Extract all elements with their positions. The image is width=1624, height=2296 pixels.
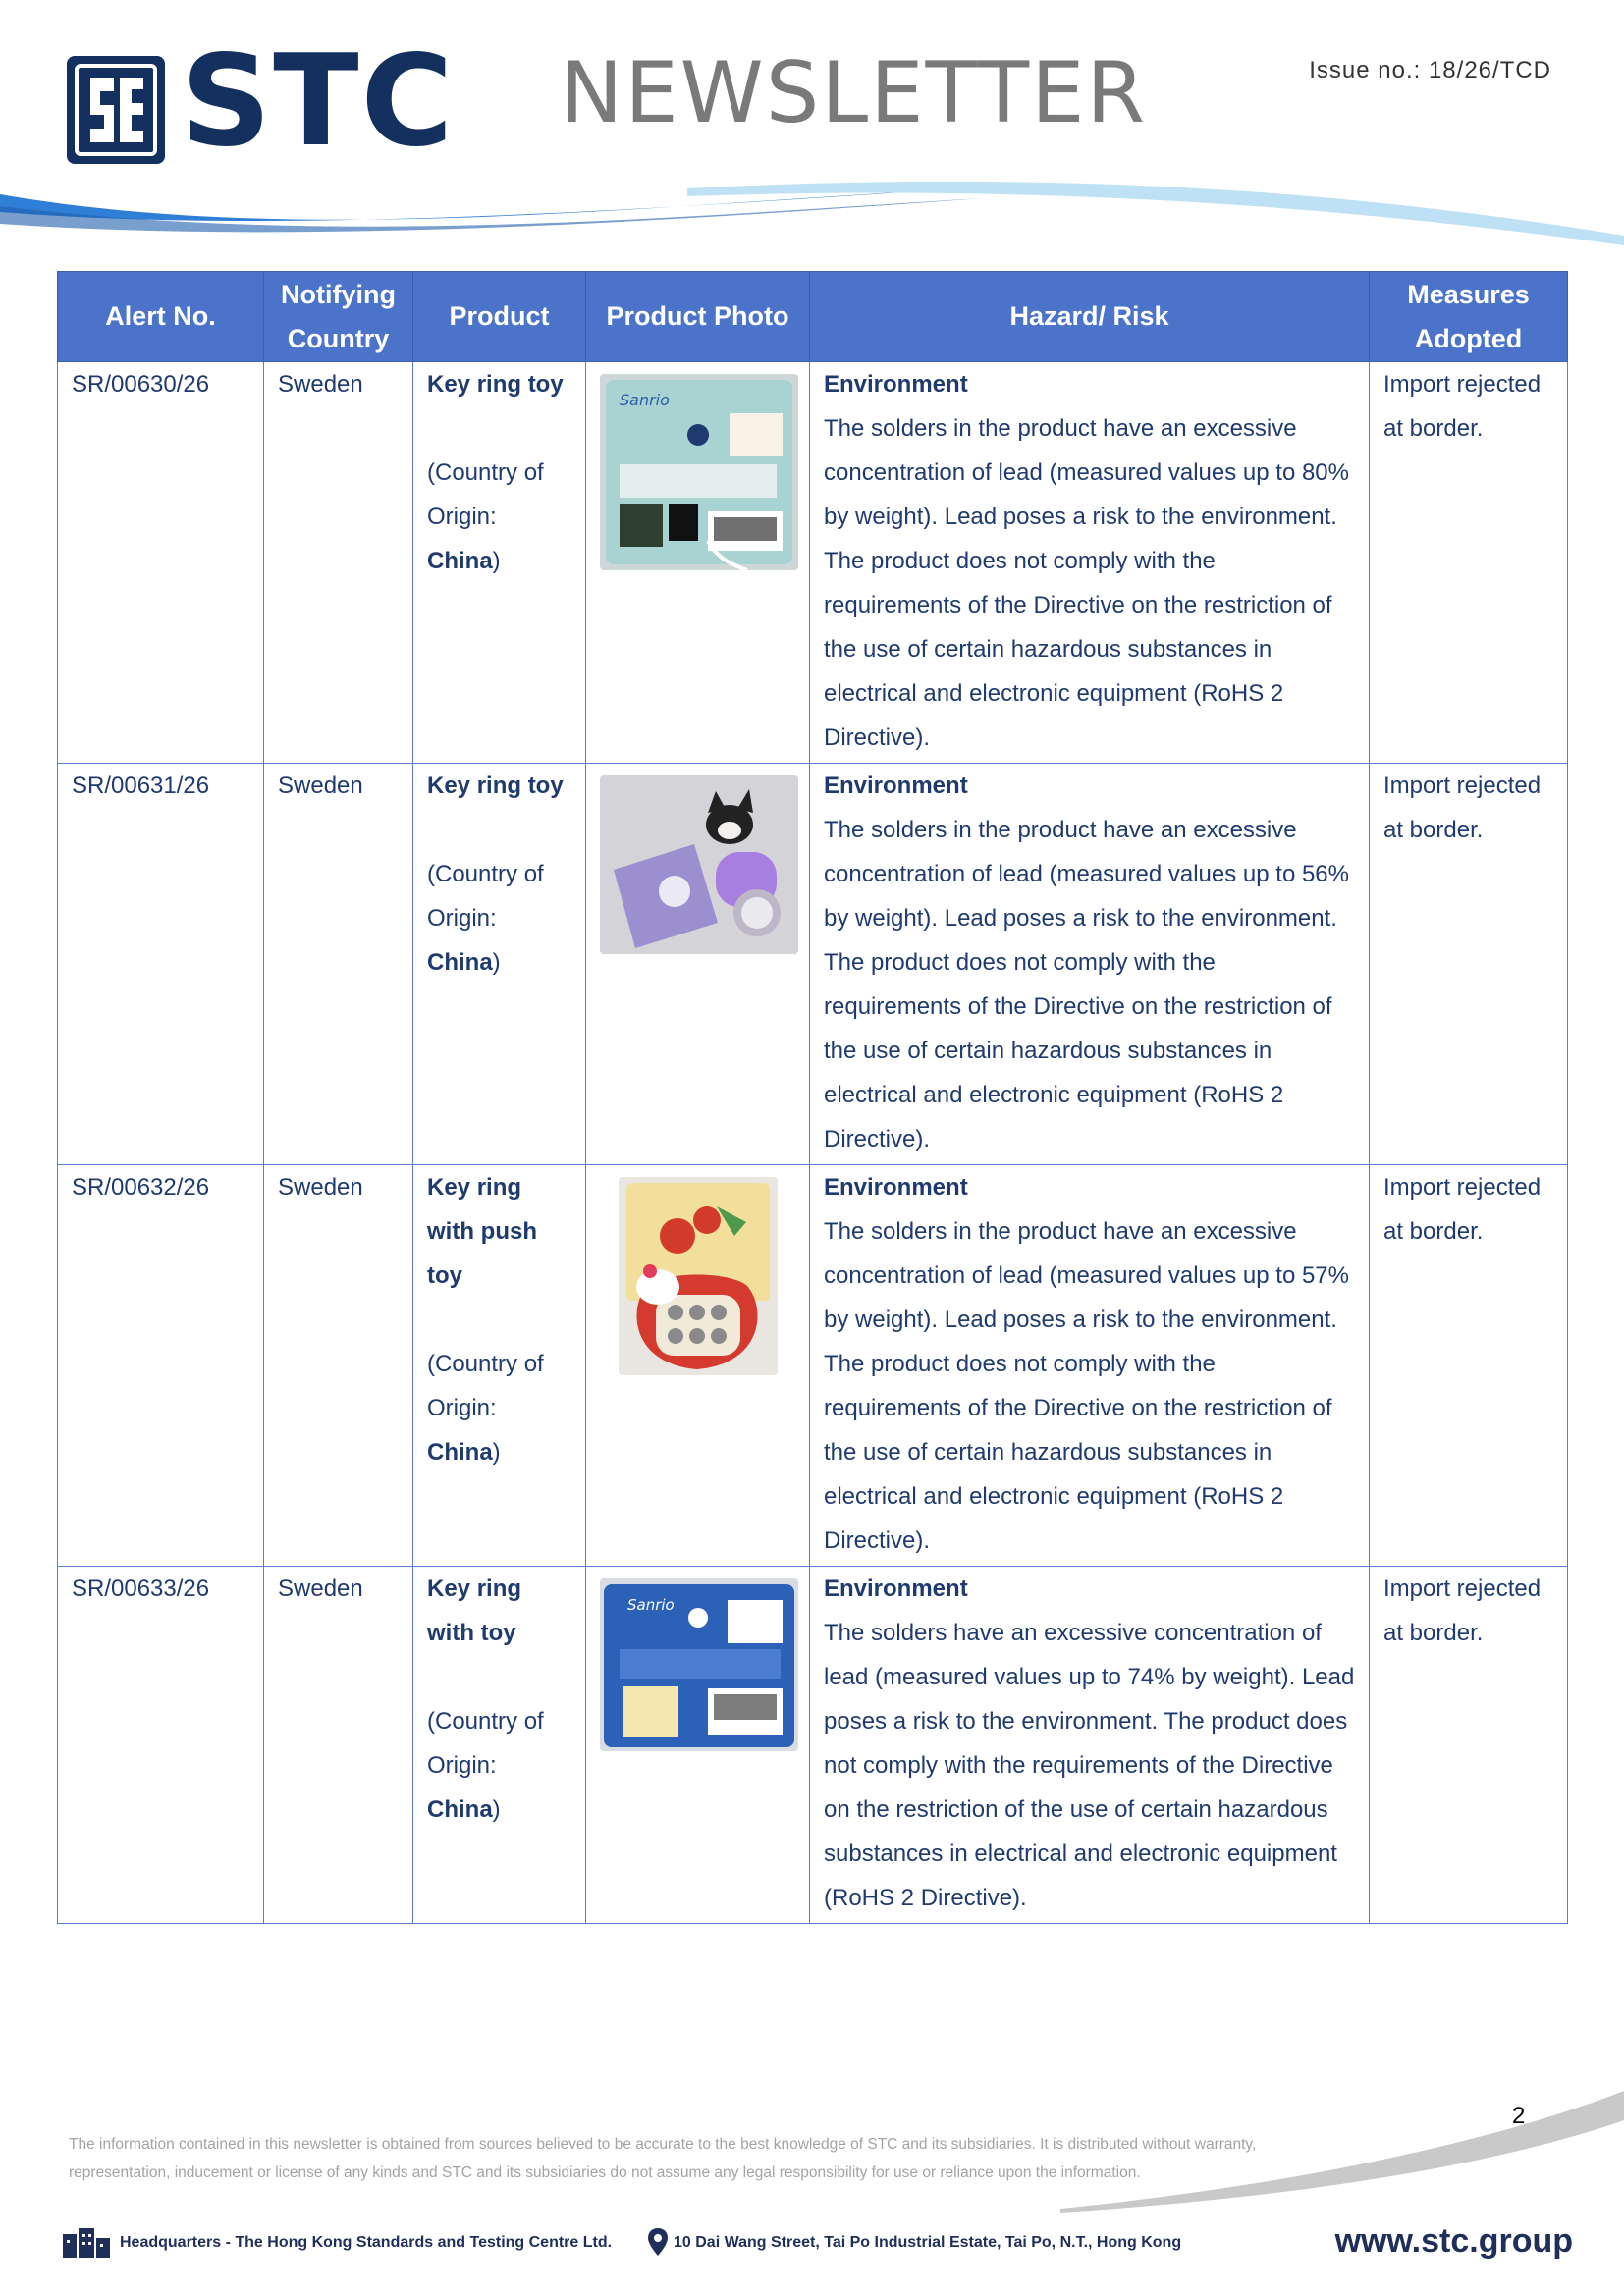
alert-no: SR/00633/26 [58, 1567, 264, 1924]
origin-value: China) [427, 548, 501, 574]
character-flashlight-keyring-photo-icon [600, 775, 798, 954]
product-cell [413, 1165, 586, 1567]
hazard-cell [810, 1165, 1370, 1567]
country-of-label: (Country of [427, 1708, 544, 1735]
svg-text:Sanrio: Sanrio [620, 391, 670, 409]
origin-label: Origin: [427, 1395, 497, 1421]
page-footer [61, 2222, 1573, 2262]
page-number: 2 [1512, 2103, 1526, 2129]
table-row [58, 1165, 1568, 1567]
product-photo-cell [586, 1165, 810, 1567]
hazard-title: Environment [824, 1575, 968, 1602]
product-name: Key ring with push toy [427, 1174, 537, 1289]
brand-name: STC [181, 28, 456, 175]
disclaimer-text: The information contained in this newsletter is obtained from sources believed to be accurate to the best knowledge of STC and its subsidiaries. It is distributed without warranty, representation, inducement or license of any kinds and STC and its subsidiaries do not assume any legal responsibility for use or reliance upon the information. [69, 2136, 1257, 2181]
hazard-title: Environment [824, 371, 968, 398]
product-name: Key ring toy [427, 371, 564, 398]
measures-adopted: Import rejected at border. [1370, 764, 1568, 1165]
hazard-text: The solders in the product have an excessive concentration of lead (measured values up to 80% by weight). Lead poses a risk to the environment. The product does not comply with the requirements of the Directive on the restriction of the use of certain hazardous substances in electrical and electronic equipment (RoHS 2 Directive). [824, 415, 1349, 751]
newsletter-title: NEWSLETTER [560, 44, 1148, 142]
origin-label: Origin: [427, 905, 497, 932]
hazard-text: The solders in the product have an excessive concentration of lead (measured values up to 57% by weight). Lead poses a risk to the environment. The product does not comply with the requirements of the Directive on the restriction of the use of certain hazardous substances in electrical and electronic equipment (RoHS 2 Directive). [824, 1218, 1349, 1554]
product-cell [413, 362, 586, 764]
svg-text:Sanrio: Sanrio [627, 1596, 675, 1614]
alerts-table [57, 271, 1568, 1924]
product-cell [413, 1567, 586, 1924]
alert-no: SR/00632/26 [58, 1165, 264, 1567]
product-photo-cell [586, 1567, 810, 1924]
alert-no: SR/00630/26 [58, 362, 264, 764]
col-hazard-risk: Hazard/ Risk [810, 272, 1370, 362]
notifying-country: Sweden [264, 764, 413, 1165]
product-photo-cell [586, 764, 810, 1165]
product-name: Key ring with toy [427, 1575, 522, 1646]
table-row [58, 362, 1568, 764]
building-icon [61, 2226, 112, 2258]
table-row [58, 1567, 1568, 1924]
headquarters-text: Headquarters - The Hong Kong Standards and Testing Centre Ltd. [120, 2234, 613, 2251]
product-photo-cell [586, 362, 810, 764]
issue-number: Issue no.: 18/26/TCD [1309, 57, 1551, 83]
address-text: 10 Dai Wang Street, Tai Po Industrial Estate, Tai Po, N.T., Hong Kong [674, 2234, 1182, 2251]
col-measures-adopted: Measures Adopted [1370, 272, 1568, 362]
alert-no: SR/00631/26 [58, 764, 264, 1165]
page-header [0, 0, 1624, 255]
col-notifying-country: Notifying Country [264, 272, 413, 362]
key-ring-package-teal-photo-icon [600, 374, 798, 570]
location-pin-icon [648, 2228, 668, 2256]
product-cell [413, 764, 586, 1165]
apple-push-toy-keyring-photo-icon [619, 1177, 778, 1375]
col-product-photo: Product Photo [586, 272, 810, 362]
hazard-text: The solders have an excessive concentration of lead (measured values up to 74% by weight). Lead poses a risk to the environment. The product does not comply with the requirements of the Directive on the restriction of the use of certain hazardous substances in electrical and electronic equipment (RoHS 2 Directive). [824, 1620, 1355, 1911]
hazard-title: Environment [824, 773, 968, 799]
country-of-label: (Country of [427, 459, 544, 486]
measures-adopted: Import rejected at border. [1370, 1567, 1568, 1924]
origin-label: Origin: [427, 1752, 497, 1779]
hazard-cell [810, 1567, 1370, 1924]
notifying-country: Sweden [264, 1165, 413, 1567]
notifying-country: Sweden [264, 1567, 413, 1924]
hazard-text: The solders in the product have an excessive concentration of lead (measured values up to 56% by weight). Lead poses a risk to the environment. The product does not comply with the requirements of the Directive on the restriction of the use of certain hazardous substances in electrical and electronic equipment (RoHS 2 Directive). [824, 817, 1349, 1152]
country-of-label: (Country of [427, 1351, 544, 1377]
header-swoosh-icon [0, 177, 1624, 255]
origin-value: China) [427, 1439, 501, 1466]
country-of-label: (Country of [427, 861, 544, 887]
col-alert-no: Alert No. [58, 272, 264, 362]
product-name: Key ring toy [427, 773, 564, 799]
hazard-cell [810, 362, 1370, 764]
notifying-country: Sweden [264, 362, 413, 764]
hazard-cell [810, 764, 1370, 1165]
website-link[interactable]: www.stc.group [1334, 2222, 1573, 2260]
origin-label: Origin: [427, 504, 497, 530]
col-product: Product [413, 272, 586, 362]
origin-value: China) [427, 1796, 501, 1823]
measures-adopted: Import rejected at border. [1370, 1165, 1568, 1567]
stc-logo-icon [67, 56, 165, 164]
hazard-title: Environment [824, 1174, 968, 1201]
table-row [58, 764, 1568, 1165]
measures-adopted: Import rejected at border. [1370, 362, 1568, 764]
key-ring-package-blue-photo-icon [600, 1578, 798, 1751]
origin-value: China) [427, 949, 501, 976]
table-header-row [58, 272, 1568, 362]
